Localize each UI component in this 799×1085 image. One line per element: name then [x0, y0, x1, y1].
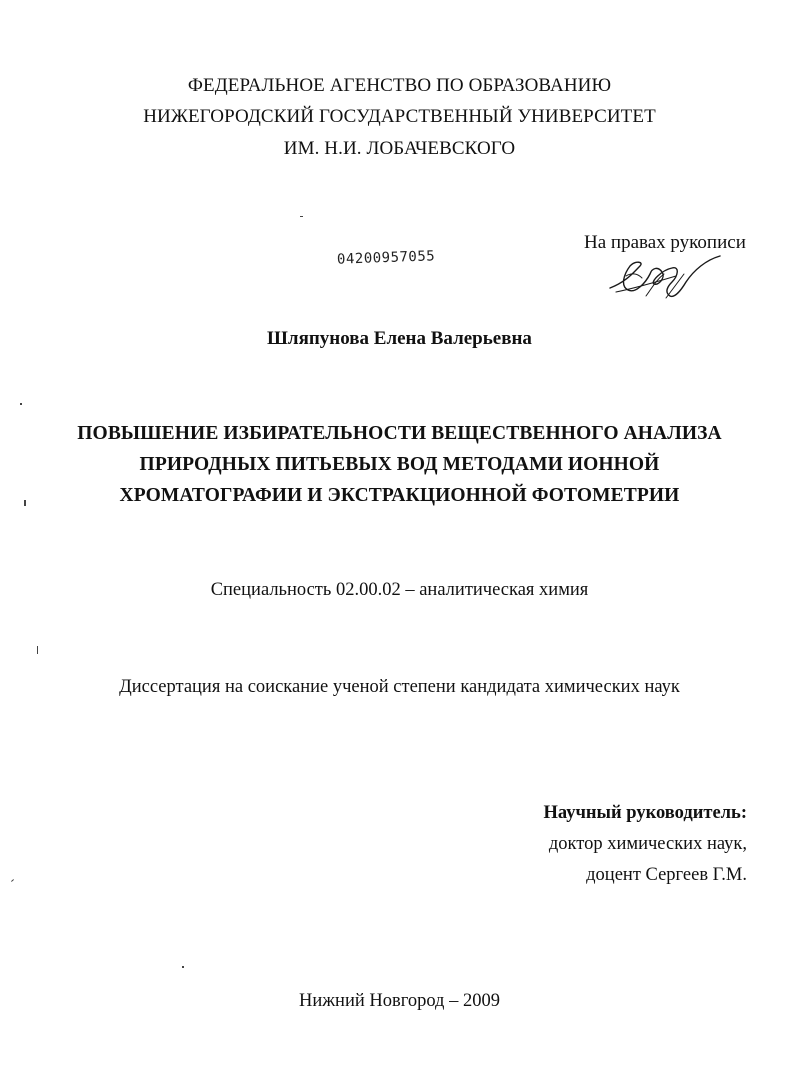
- scan-speck: [300, 216, 303, 217]
- author-name: Шляпунова Елена Валерьевна: [267, 328, 532, 349]
- scan-speck: [182, 966, 184, 968]
- title-line-1: ПОВЫШЕНИЕ ИЗБИРАТЕЛЬНОСТИ ВЕЩЕСТВЕННОГО АНАЛИЗА: [77, 423, 722, 444]
- title-line-2: ПРИРОДНЫХ ПИТЬЕВЫХ ВОД МЕТОДАМИ ИОННОЙ: [139, 454, 660, 475]
- supervisor-degree: доктор химических наук,: [548, 834, 747, 854]
- rights-note: На правах рукописи: [584, 232, 746, 253]
- dissertation-line: Диссертация на соискание ученой степени кандидата химических наук: [119, 677, 680, 697]
- signature-icon: [606, 252, 726, 302]
- scan-speck: [20, 403, 22, 405]
- supervisor-heading: Научный руководитель:: [543, 803, 747, 823]
- organization-line-1: ФЕДЕРАЛЬНОЕ АГЕНСТВО ПО ОБРАЗОВАНИЮ: [187, 75, 612, 96]
- organization-line-3: ИМ. Н.И. ЛОБАЧЕВСКОГО: [283, 138, 516, 159]
- organization-line-2: НИЖЕГОРОДСКИЙ ГОСУДАРСТВЕННЫЙ УНИВЕРСИТЕТ: [143, 106, 656, 127]
- scan-speck: [11, 879, 14, 882]
- specialty-line: Специальность 02.00.02 – аналитическая химия: [210, 580, 589, 600]
- scan-speck: [37, 646, 38, 654]
- title-line-3: ХРОМАТОГРАФИИ И ЭКСТРАКЦИОННОЙ ФОТОМЕТРИИ: [119, 485, 680, 506]
- document-number: 04200957055: [336, 248, 436, 268]
- place-and-year: Нижний Новгород – 2009: [299, 991, 500, 1011]
- scan-speck: [24, 500, 26, 506]
- supervisor-name: доцент Сергеев Г.М.: [586, 865, 747, 885]
